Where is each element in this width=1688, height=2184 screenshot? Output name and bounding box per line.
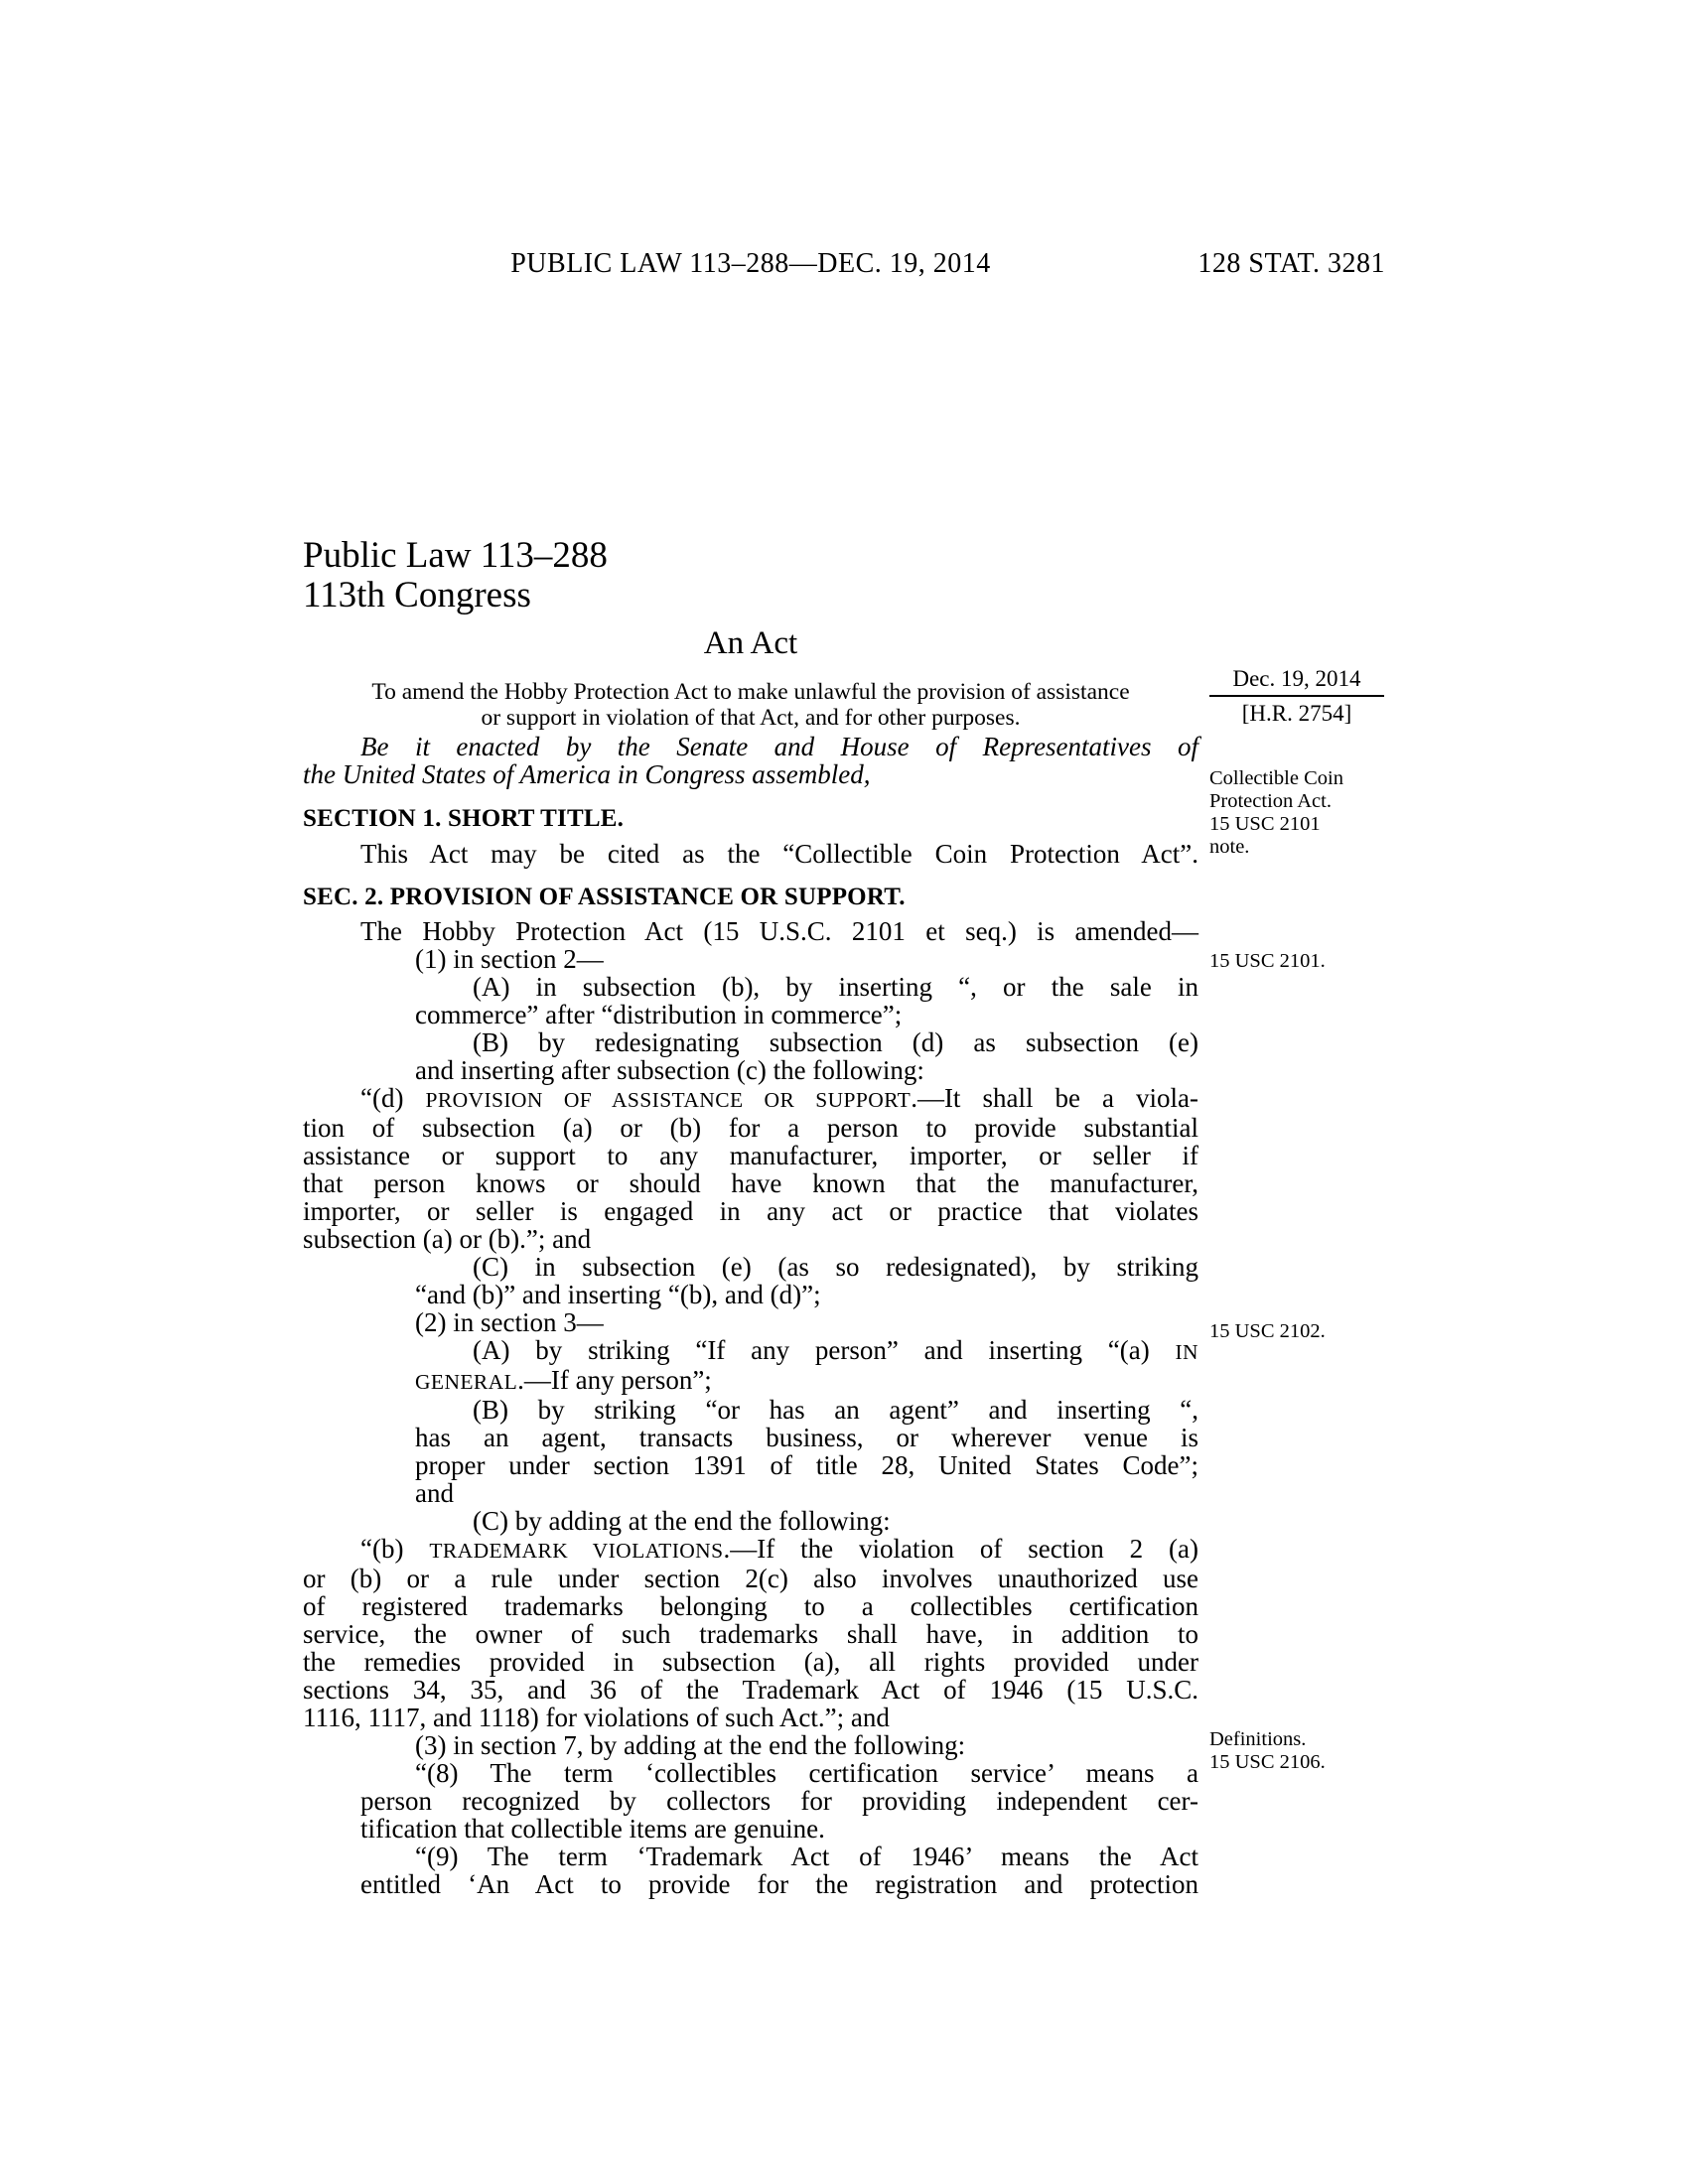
statute-line	[303, 1169, 1198, 1197]
statute-line	[303, 733, 1198, 760]
text-segment: and inserting after subsection (c) the following:	[415, 1055, 924, 1085]
margin-note-line: 15 USC 2101	[1209, 813, 1321, 835]
text-segment: tification that collectible items are genuine.	[360, 1814, 825, 1843]
text-segment: .—If the violation of section 2 (a)	[723, 1534, 1199, 1564]
text-segment: “and (b)” and inserting “(b), and (d)”;	[415, 1280, 821, 1309]
margin-note-line: Collectible Coin	[1209, 767, 1343, 789]
statute-line	[303, 1253, 1198, 1281]
text-segment: 1116, 1117, and 1118) for violations of such Act.”; and	[303, 1703, 890, 1732]
margin-note-enactment-date	[1209, 666, 1384, 727]
text-segment: (2) in section 3—	[415, 1307, 604, 1337]
section-1-heading: SECTION 1. SHORT TITLE.	[303, 805, 625, 832]
statute-line	[303, 1225, 1198, 1253]
text-segment: (B) by redesignating subsection (d) as subsection (e)	[473, 1027, 1198, 1057]
statute-line	[303, 1424, 1198, 1451]
statute-line	[303, 1451, 1198, 1479]
text-segment: (B) by striking “or has an agent” and inserting “,	[473, 1395, 1198, 1425]
stat-page-number: 128 STAT. 3281	[1197, 248, 1385, 279]
text-segment: “(d)	[360, 1083, 426, 1113]
margin-note-short-title	[1209, 767, 1390, 859]
statute-line	[303, 1366, 1198, 1396]
statute-line	[303, 1620, 1198, 1648]
statute-line	[303, 1815, 1198, 1843]
preamble-line: or support in violation of that Act, and for other purposes.	[481, 705, 1021, 731]
statute-line	[303, 760, 1198, 788]
statute-text-column	[303, 733, 1198, 1898]
enacting-clause	[303, 733, 1198, 788]
statute-line	[303, 1479, 1198, 1507]
margin-note-line: Protection Act.	[1209, 790, 1332, 812]
statute-line	[303, 1142, 1198, 1169]
statute-line	[303, 1759, 1198, 1787]
statute-line	[303, 1648, 1198, 1676]
text-segment: the United States of America in Congress assembled,	[303, 759, 871, 789]
statute-line	[303, 1281, 1198, 1308]
text-segment: TRADEMARK VIOLATIONS	[429, 1539, 724, 1563]
text-segment: (A) in subsection (b), by inserting “, or the sale in	[473, 972, 1198, 1002]
text-segment: the remedies provided in subsection (a), all rights provided under	[303, 1647, 1198, 1677]
text-segment: (C) in subsection (e) (as so redesignated), by striking	[473, 1252, 1198, 1282]
statute-line	[303, 1535, 1198, 1565]
title-block	[303, 536, 1198, 731]
section-1-text: This Act may be cited as the “Collectible Coin Protection Act”.	[360, 839, 1198, 869]
act-heading: An Act	[703, 625, 798, 661]
statute-line	[303, 1396, 1198, 1424]
text-segment: “(8) The term ‘collectibles certification service’ means a	[415, 1758, 1198, 1788]
text-segment: subsection (a) or (b).”; and	[303, 1224, 592, 1254]
text-segment: assistance or support to any manufacturer, importer, or seller if	[303, 1141, 1198, 1170]
margin-note-line: note.	[1209, 836, 1250, 858]
section-2-body	[303, 917, 1198, 1898]
act-preamble	[303, 679, 1198, 731]
statute-line	[303, 1565, 1198, 1592]
statute-line	[303, 1676, 1198, 1704]
text-segment: sections 34, 35, and 36 of the Trademark Act of 1946 (15 U.S.C.	[303, 1675, 1198, 1705]
text-segment: The Hobby Protection Act (15 U.S.C. 2101 et seq.) is amended—	[360, 916, 1198, 946]
enactment-date: Dec. 19, 2014	[1209, 666, 1384, 697]
statute-line	[303, 1197, 1198, 1225]
text-segment: has an agent, transacts business, or wherever venue is	[415, 1423, 1198, 1452]
margin-note-definitions	[1209, 1728, 1390, 1774]
text-segment: (1) in section 2—	[415, 944, 604, 974]
text-segment: .—It shall be a viola-	[911, 1083, 1198, 1113]
text-segment: proper under section 1391 of title 28, United States Code”;	[415, 1450, 1198, 1480]
text-segment: PROVISION OF ASSISTANCE OR SUPPORT	[425, 1088, 912, 1112]
text-segment: importer, or seller is engaged in any act or practice that violates	[303, 1196, 1198, 1226]
statute-line	[303, 917, 1198, 945]
text-segment: “(b)	[360, 1534, 430, 1564]
bill-number: [H.R. 2754]	[1241, 701, 1352, 726]
text-segment: and	[415, 1478, 454, 1508]
statute-line	[303, 1308, 1198, 1336]
text-segment: commerce” after “distribution in commerce”;	[415, 1000, 903, 1029]
public-law-number: Public Law 113–288	[303, 535, 608, 576]
statute-line	[303, 1114, 1198, 1142]
text-segment: (C) by adding at the end the following:	[473, 1506, 891, 1536]
margin-note-line: 15 USC 2106.	[1209, 1751, 1326, 1773]
statute-line	[303, 1507, 1198, 1535]
margin-note-line: 15 USC 2102.	[1209, 1320, 1326, 1342]
margin-note-usc-2102	[1209, 1320, 1390, 1343]
statute-line	[303, 973, 1198, 1001]
text-segment: (3) in section 7, by adding at the end the following:	[415, 1730, 966, 1760]
margin-note-line: Definitions.	[1209, 1728, 1307, 1750]
text-segment: .—If any person”;	[517, 1365, 712, 1395]
text-segment: IN	[1175, 1340, 1198, 1364]
statute-line	[303, 1787, 1198, 1815]
text-segment: entitled ‘An Act to provide for the registration and protection	[360, 1869, 1198, 1899]
text-segment: or (b) or a rule under section 2(c) also involves unauthorized use	[303, 1564, 1198, 1593]
text-segment: of registered trademarks belonging to a collectibles certification	[303, 1591, 1198, 1621]
text-segment: Be it enacted by the Senate and House of Representatives of	[360, 732, 1198, 761]
preamble-line: To amend the Hobby Protection Act to make unlawful the provision of assistance	[371, 679, 1130, 705]
statute-line	[303, 1001, 1198, 1028]
text-segment: that person knows or should have known that the manufacturer,	[303, 1168, 1198, 1198]
statute-line	[303, 1336, 1198, 1366]
margin-note-usc-2101	[1209, 950, 1390, 973]
text-segment: person recognized by collectors for providing independent cer-	[360, 1786, 1198, 1816]
margin-note-line: 15 USC 2101.	[1209, 950, 1326, 972]
statute-line	[303, 1084, 1198, 1114]
text-segment: GENERAL	[415, 1370, 518, 1394]
running-header	[303, 248, 1385, 282]
text-segment: (A) by striking “If any person” and inserting “(a)	[473, 1335, 1176, 1365]
section-2-heading: SEC. 2. PROVISION OF ASSISTANCE OR SUPPORT.	[303, 884, 906, 910]
running-header-law-title: PUBLIC LAW 113–288—DEC. 19, 2014	[510, 248, 991, 279]
statute-line	[303, 945, 1198, 973]
statute-line	[303, 1592, 1198, 1620]
text-segment: service, the owner of such trademarks shall have, in addition to	[303, 1619, 1198, 1649]
statute-line	[303, 1843, 1198, 1870]
statute-line	[303, 1704, 1198, 1731]
statute-line	[303, 1870, 1198, 1898]
text-segment: tion of subsection (a) or (b) for a person to provide substantial	[303, 1113, 1198, 1143]
text-segment: “(9) The term ‘Trademark Act of 1946’ means the Act	[415, 1842, 1198, 1871]
statute-line	[303, 1028, 1198, 1056]
statute-line	[303, 1731, 1198, 1759]
congress-number: 113th Congress	[303, 575, 531, 615]
statute-line	[303, 1056, 1198, 1084]
